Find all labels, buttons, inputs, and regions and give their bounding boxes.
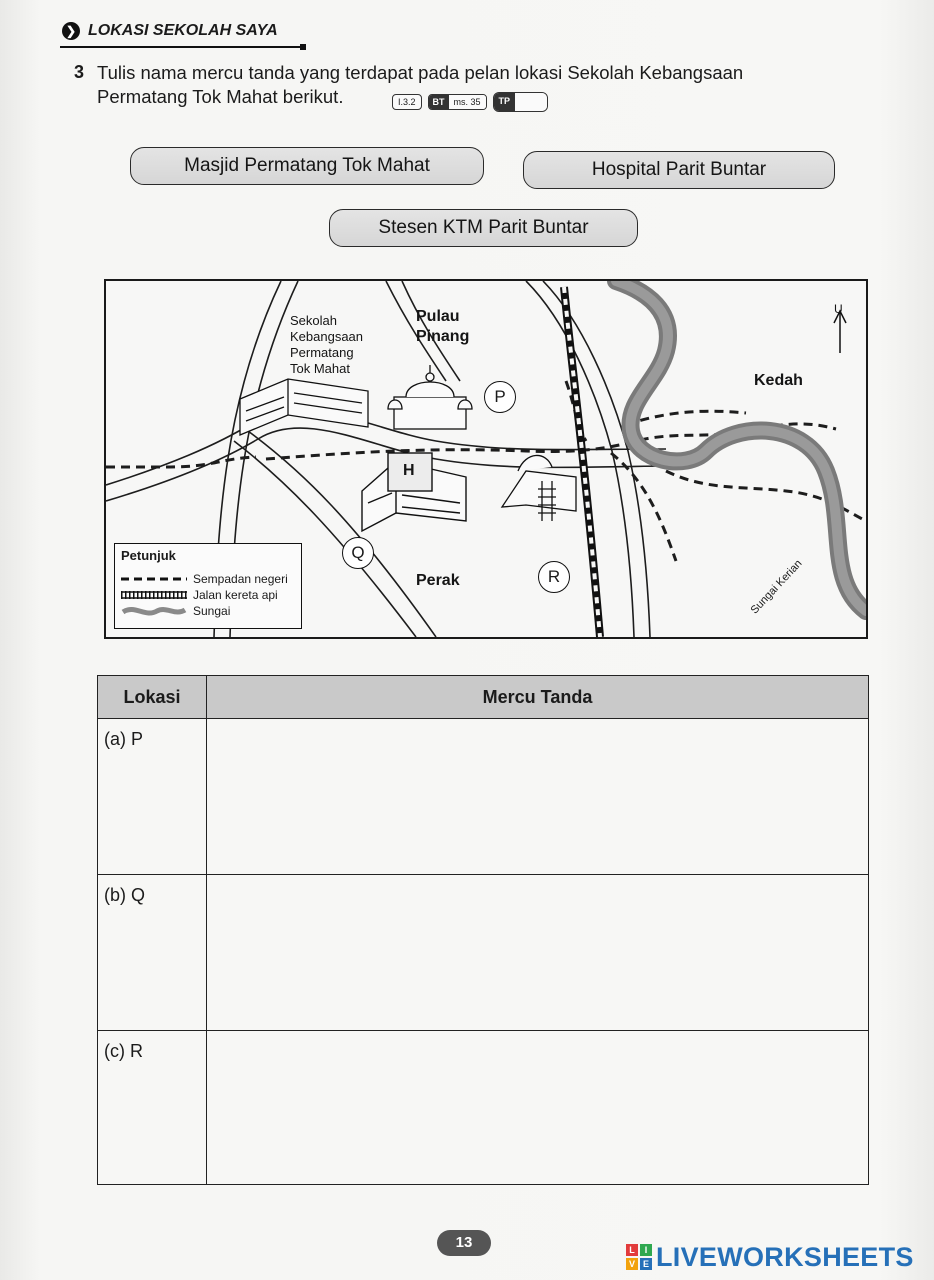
logo-letter-l: L [626,1244,638,1256]
logo-letter-i: I [640,1244,652,1256]
choice-hospital[interactable]: Hospital Parit Buntar [523,151,835,189]
logo-letter-e: E [640,1258,652,1270]
school-label-line-4: Tok Mahat [290,361,350,376]
bt-label: BT [429,95,449,109]
choice-masjid[interactable]: Masjid Permatang Tok Mahat [130,147,484,185]
state-pulau-line-1: Pulau [416,308,460,325]
header-mercu-tanda: Mercu Tanda [207,676,869,719]
river-line-icon [121,604,187,618]
header-lokasi: Lokasi [98,676,207,719]
tp-badge [493,92,549,112]
logo-grid-icon [626,1244,652,1270]
answer-cell-q[interactable] [207,875,869,1031]
table-row [98,875,869,1031]
school-label [290,313,363,377]
tp-label: TP [494,93,516,111]
row-label-r: (c) R [98,1031,207,1185]
table-row [98,719,869,875]
state-perak: Perak [416,572,460,589]
marker-q: Q [342,537,374,569]
legend-title: Petunjuk [121,548,176,563]
marker-r: R [538,561,570,593]
tp-box [515,93,547,111]
answer-input-q[interactable] [207,875,868,916]
legend-railway-label: Jalan kereta api [193,588,278,602]
logo-wordmark: LIVEWORKSHEETS [656,1241,914,1272]
location-map [104,279,868,639]
hospital-h-mark: H [403,462,415,479]
school-label-line-1: Sekolah [290,313,337,328]
question-line-1: Tulis nama mercu tanda yang terdapat pada pelan lokasi Sekolah Kebangsaan [97,62,744,83]
state-kedah: Kedah [754,372,803,389]
marker-p: P [484,381,516,413]
question-badges [392,92,548,112]
answer-cell-r[interactable] [207,1031,869,1185]
north-label: U [834,302,843,316]
state-pulau-pinang [416,307,469,347]
answer-table [97,675,869,1185]
school-label-line-2: Kebangsaan [290,329,364,344]
legend-river-label: Sungai [193,604,231,618]
map-legend [114,543,302,629]
legend-boundary-label: Sempadan negeri [193,572,288,586]
row-label-p: (a) P [98,719,207,875]
railway-line-icon [121,588,187,602]
state-pulau-line-2: Pinang [416,328,470,345]
chevron-right-icon: ❯ [62,22,80,40]
answer-input-p[interactable] [207,719,868,760]
boundary-line-icon [121,572,187,586]
section-title: LOKASI SEKOLAH SAYA [88,22,278,39]
liveworksheets-logo [626,1241,914,1273]
standard-ref-badge: I.3.2 [392,94,422,110]
row-label-q: (b) Q [98,875,207,1031]
question-number: 3 [74,62,85,82]
choice-stesen-ktm[interactable]: Stesen KTM Parit Buntar [329,209,638,247]
answer-cell-p[interactable] [207,719,869,875]
question-line-2: Permatang Tok Mahat berikut. [97,86,344,107]
table-row [98,1031,869,1185]
logo-letter-v: V [626,1258,638,1270]
river-name: Sungai Kerian [748,557,805,617]
textbook-badge [428,94,487,110]
section-underline-end [300,44,306,50]
bt-page: ms. 35 [449,95,486,109]
page-number: 13 [437,1230,491,1256]
section-header [60,18,302,48]
answer-input-r[interactable] [207,1031,868,1072]
school-label-line-3: Permatang [290,345,354,360]
